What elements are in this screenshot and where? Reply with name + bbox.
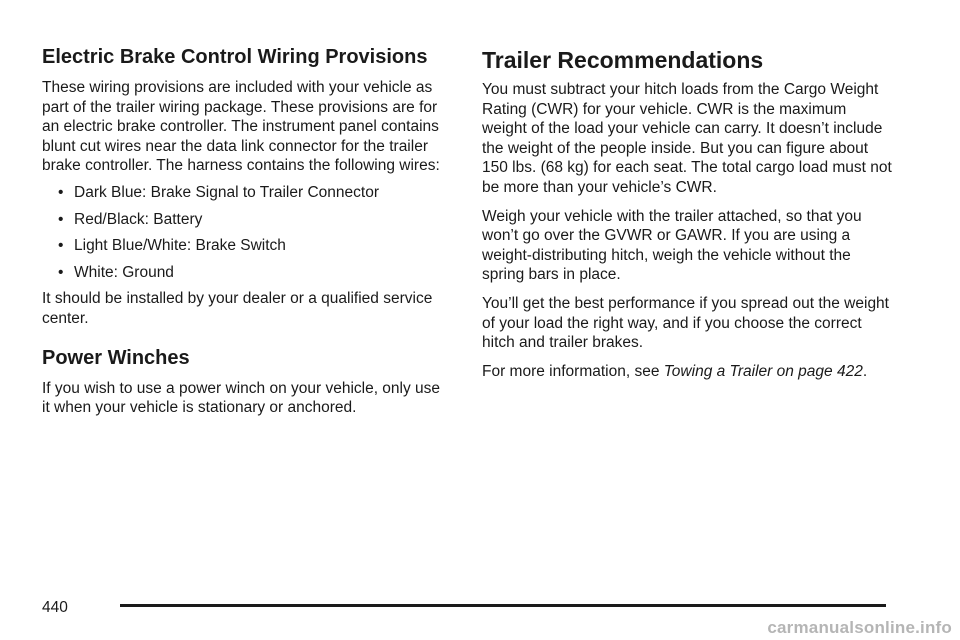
left-column [42,44,442,418]
paragraph-performance: You’ll get the best performance if you spread out the weight of your load the right way, and if you choose the correct hitch and trailer brakes. [482,294,889,352]
heading-electric-brake-wiring: Electric Brake Control Wiring Provisions [42,46,428,68]
page-number: 440 [42,599,68,616]
paragraph-power-winches: If you wish to use a power winch on your vehicle, only use it when your vehicle is stationary or anchored. [42,379,441,417]
list-item [42,210,442,230]
bullet-icon: • [58,210,64,228]
bullet-icon: • [58,183,64,201]
list-item-text: Dark Blue: Brake Signal to Trailer Connector [74,183,379,201]
bullet-icon: • [58,237,64,255]
list-item [42,183,442,203]
right-column [482,44,892,381]
footer-rule [120,604,886,607]
paragraph-more-info [482,362,892,382]
more-info-prefix: For more information, see [482,362,664,380]
list-item-text: Light Blue/White: Brake Switch [74,237,286,255]
list-item [42,236,442,256]
wire-list [42,183,442,282]
paragraph-weigh-vehicle: Weigh your vehicle with the trailer attached, so that you won’t go over the GVWR or GAWR. If you are using a weight-distributing hitch, weigh the vehicle without the spring bars in place. [482,207,862,284]
paragraph-wiring-intro: These wiring provisions are included with your vehicle as part of the trailer wiring package. These provisions are for an electric brake controller. The instrument panel contains blunt cut wires near the data link connector for the trailer brake controller. The harness contains the following wires: [42,79,440,175]
paragraph-installation-note: It should be installed by your dealer or a qualified service center. [42,290,433,327]
heading-trailer-recommendations: Trailer Recommendations [482,47,764,73]
paragraph-hitch-loads: You must subtract your hitch loads from the Cargo Weight Rating (CWR) for your vehicle. CWR is the maximum weight of the load your vehicle can carry. It doesn’t include the weight of the people inside. But you can figure about 150 lbs. (68 kg) for each seat. The total cargo load must not be more than your vehicle’s CWR. [482,81,892,196]
list-item-text: Red/Black: Battery [74,210,203,228]
cross-reference-link[interactable]: Towing a Trailer on page 422 [663,362,863,380]
list-item [42,263,442,283]
more-info-suffix: . [862,362,868,380]
list-item-text: White: Ground [74,263,174,281]
watermark: carmanualsonline.info [767,618,952,637]
bullet-icon: • [58,263,64,281]
heading-power-winches: Power Winches [42,346,190,369]
